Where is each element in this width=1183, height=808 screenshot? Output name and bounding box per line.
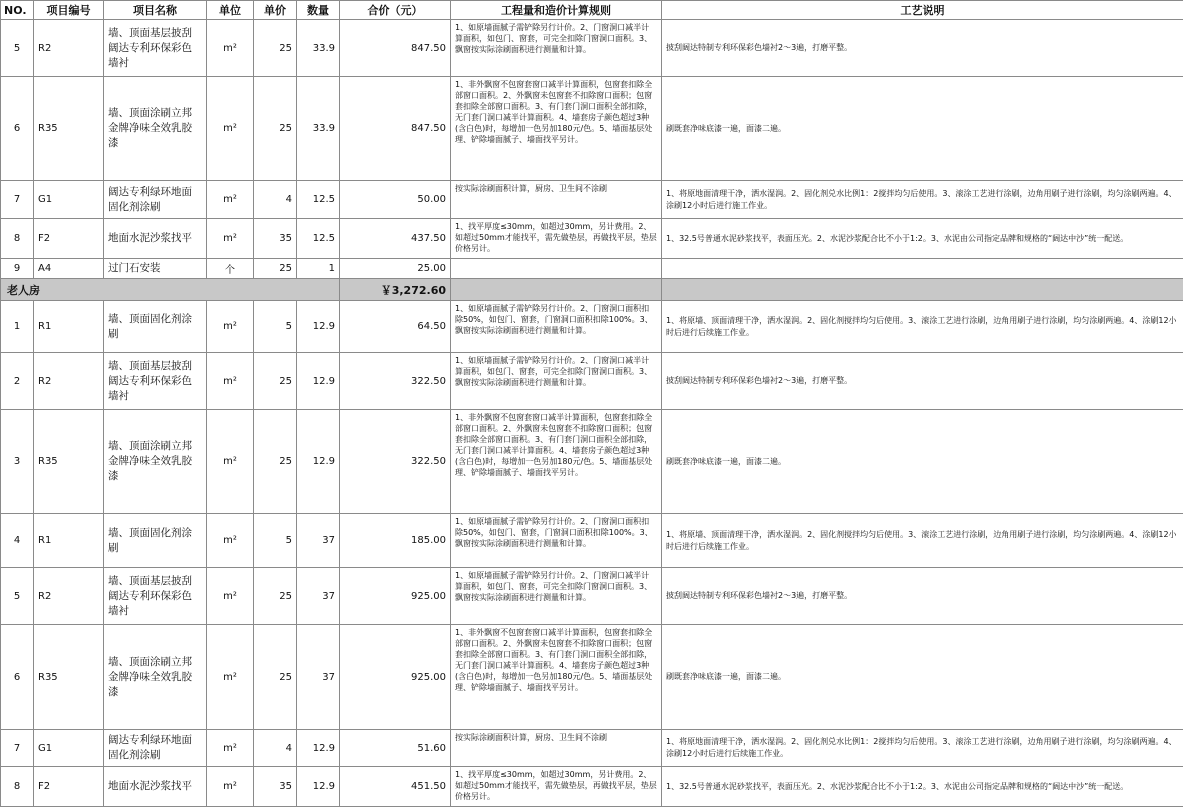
cell-code: R35 [34,77,104,181]
cell-total: 925.00 [340,625,451,730]
cell-total: 50.00 [340,181,451,219]
cell-total: 25.00 [340,259,451,279]
cell-unit: m² [207,20,254,77]
cell-price: 25 [254,77,297,181]
col-header-process: 工艺说明 [662,1,1183,20]
col-header-total: 合价（元） [340,1,451,20]
table-row [1,77,1183,181]
cell-rules: 1、如原墙面腻子需铲除另行计价。2、门窗洞口减半计算面积，如包门、窗套，可完全扣除门窗洞口面积。3、飘窗按实际涂刷面积进行测量和计算。 [451,20,662,77]
cell-name: 过门石安装 [104,259,207,279]
cell-unit: m² [207,77,254,181]
cell-qty: 1 [297,259,340,279]
cell-rules: 按实际涂刷面积计算，厨房、卫生间不涂刷 [451,181,662,219]
cell-no: 8 [1,767,34,807]
cell-price: 4 [254,730,297,767]
cell-rules: 1、如原墙面腻子需铲除另行计价。2、门窗洞口减半计算面积，如包门、窗套，可完全扣除门窗洞口面积。3、飘窗按实际涂刷面积进行测量和计算。 [451,353,662,410]
cell-no: 7 [1,730,34,767]
table-row [1,514,1183,568]
table-row [1,259,1183,279]
cell-rules: 1、找平厚度≤30mm，如超过30mm，另计费用。2、如超过50mm才能找平，需先做垫层，再做找平层，垫层价格另计。 [451,219,662,259]
cell-name: 地面水泥沙浆找平 [104,219,207,259]
cell-unit: m² [207,181,254,219]
cell-rules: 1、非外飘窗不包窗套窗口减半计算面积，包窗套扣除全部窗口面积。2、外飘窗未包窗套不扣除窗口面积；包窗套扣除全部窗口面积。3、有门套门洞口面积全部扣除，无门套门洞口减半计算面积。4、墙套房子颜色超过3种(含白色)时，每增加一色另加180元/色。5、墙面基层处理、铲除墙面腻子、墙面找平另计。 [451,410,662,514]
cell-qty: 12.9 [297,353,340,410]
cell-no: 7 [1,181,34,219]
cell-rules: 按实际涂刷面积计算，厨房、卫生间不涂刷 [451,730,662,767]
cell-process: 1、将原墙、顶面清理干净，洒水湿润。2、固化剂搅拌均匀后使用。3、滚涂工艺进行涂刷，边角用刷子进行涂刷，均匀涂刷两遍。4、涂刷12小时后进行后续施工作业。 [662,514,1183,568]
table-row [1,301,1183,353]
cell-name: 墙、顶面涂刷立邦金牌净味全效乳胶漆 [104,625,207,730]
cell-unit: m² [207,514,254,568]
cell-process: 刷既套净味底漆一遍，面漆二遍。 [662,410,1183,514]
table-row [1,625,1183,730]
cell-no: 5 [1,568,34,625]
cell-process: 1、将原地面清理干净，洒水湿润。2、固化剂兑水比例1：2搅拌均匀后使用。3、滚涂工艺进行涂刷，边角用刷子进行涂刷，均匀涂刷两遍。4、涂刷12小时后进行施工作业。 [662,181,1183,219]
cell-process: 刷既套净味底漆一遍，面漆二遍。 [662,625,1183,730]
cell-rules: 1、非外飘窗不包窗套窗口减半计算面积，包窗套扣除全部窗口面积。2、外飘窗未包窗套不扣除窗口面积；包窗套扣除全部窗口面积。3、有门套门洞口面积全部扣除，无门套门洞口减半计算面积。4、墙套房子颜色超过3种(含白色)时，每增加一色另加180元/色。5、墙面基层处理、铲除墙面腻子、墙面找平另计。 [451,625,662,730]
cell-unit: m² [207,410,254,514]
cell-total: 51.60 [340,730,451,767]
cell-process [662,259,1183,279]
section-empty-cell [451,279,662,301]
col-header-qty: 数量 [297,1,340,20]
cell-qty: 37 [297,625,340,730]
cell-qty: 12.9 [297,410,340,514]
cell-unit: m² [207,767,254,807]
cell-qty: 12.9 [297,301,340,353]
col-header-no: NO. [1,1,34,20]
cell-process: 1、将原墙、顶面清理干净，洒水湿润。2、固化剂搅拌均匀后使用。3、滚涂工艺进行涂刷，边角用刷子进行涂刷，均匀涂刷两遍。4、涂刷12小时后进行后续施工作业。 [662,301,1183,353]
cell-code: G1 [34,730,104,767]
cell-price: 25 [254,353,297,410]
cell-code: R35 [34,410,104,514]
table-row [1,219,1183,259]
cell-code: G1 [34,181,104,219]
table-row [1,353,1183,410]
cell-price: 25 [254,568,297,625]
cell-code: R1 [34,301,104,353]
header-row [1,1,1183,20]
cell-qty: 12.9 [297,767,340,807]
table-row [1,568,1183,625]
cell-no: 6 [1,625,34,730]
cell-process: 披刮阔达特制专利环保彩色墙衬2～3遍，打磨平整。 [662,568,1183,625]
cell-name: 阔达专利绿环地面固化剂涂刷 [104,181,207,219]
cell-process: 披刮阔达特制专利环保彩色墙衬2～3遍，打磨平整。 [662,353,1183,410]
cell-rules: 1、如原墙面腻子需铲除另行计价。2、门窗洞口减半计算面积，如包门、窗套，可完全扣除门窗洞口面积。3、飘窗按实际涂刷面积进行测量和计算。 [451,568,662,625]
section-empty-cell [662,279,1183,301]
cell-process: 刷既套净味底漆一遍，面漆二遍。 [662,77,1183,181]
cell-price: 5 [254,301,297,353]
cell-name: 墙、顶面基层披刮阔达专利环保彩色墙衬 [104,568,207,625]
table-row [1,410,1183,514]
col-header-unit: 单位 [207,1,254,20]
cell-unit: m² [207,568,254,625]
table-row [1,20,1183,77]
cell-price: 35 [254,767,297,807]
cell-unit: 个 [207,259,254,279]
cell-no: 6 [1,77,34,181]
cell-qty: 12.5 [297,181,340,219]
cell-code: R35 [34,625,104,730]
cell-process: 1、32.5号普通水泥砂浆找平，表面压光。2、水泥沙浆配合比不小于1:2。3、水泥由公司指定品牌和规格的“阔达中沙”统一配送。 [662,767,1183,807]
section-title: 老人房 [1,279,340,301]
cell-unit: m² [207,301,254,353]
cell-rules: 1、如原墙面腻子需铲除另行计价。2、门窗洞口面积扣除50%，如包门、窗套，门窗洞口面积扣除100%。3、飘窗按实际涂刷面积进行测量和计算。 [451,301,662,353]
cell-unit: m² [207,730,254,767]
col-header-name: 项目名称 [104,1,207,20]
cell-total: 322.50 [340,353,451,410]
cell-unit: m² [207,353,254,410]
cell-qty: 33.9 [297,20,340,77]
cell-price: 25 [254,410,297,514]
cell-code: R1 [34,514,104,568]
section-row [1,279,1183,301]
cell-code: R2 [34,568,104,625]
cell-rules: 1、如原墙面腻子需铲除另行计价。2、门窗洞口面积扣除50%，如包门、窗套，门窗洞口面积扣除100%。3、飘窗按实际涂刷面积进行测量和计算。 [451,514,662,568]
cell-price: 25 [254,259,297,279]
cell-total: 847.50 [340,77,451,181]
cell-code: A4 [34,259,104,279]
cell-code: F2 [34,767,104,807]
table-row [1,730,1183,767]
section-total: ￥3,272.60 [340,279,451,301]
cell-total: 64.50 [340,301,451,353]
cell-total: 847.50 [340,20,451,77]
col-header-code: 项目编号 [34,1,104,20]
cell-code: F2 [34,219,104,259]
cell-no: 2 [1,353,34,410]
cell-rules: 1、找平厚度≤30mm，如超过30mm，另计费用。2、如超过50mm才能找平，需先做垫层，再做找平层，垫层价格另计。 [451,767,662,807]
cell-total: 925.00 [340,568,451,625]
cell-name: 墙、顶面基层披刮阔达专利环保彩色墙衬 [104,20,207,77]
cell-qty: 37 [297,568,340,625]
cell-rules: 1、非外飘窗不包窗套窗口减半计算面积，包窗套扣除全部窗口面积。2、外飘窗未包窗套不扣除窗口面积；包窗套扣除全部窗口面积。3、有门套门洞口面积全部扣除，无门套门洞口减半计算面积。4、墙套房子颜色超过3种(含白色)时，每增加一色另加180元/色。5、墙面基层处理、铲除墙面腻子、墙面找平另计。 [451,77,662,181]
cell-name: 墙、顶面基层披刮阔达专利环保彩色墙衬 [104,353,207,410]
cell-price: 35 [254,219,297,259]
cell-name: 墙、顶面涂刷立邦金牌净味全效乳胶漆 [104,77,207,181]
cell-no: 4 [1,514,34,568]
cell-no: 5 [1,20,34,77]
cell-name: 墙、顶面涂刷立邦金牌净味全效乳胶漆 [104,410,207,514]
cell-name: 墙、顶面固化剂涂刷 [104,514,207,568]
cell-name: 墙、顶面固化剂涂刷 [104,301,207,353]
cell-qty: 37 [297,514,340,568]
col-header-price: 单价 [254,1,297,20]
cell-total: 437.50 [340,219,451,259]
cell-qty: 12.9 [297,730,340,767]
cell-qty: 12.5 [297,219,340,259]
table-row [1,181,1183,219]
cell-no: 9 [1,259,34,279]
cell-qty: 33.9 [297,77,340,181]
cell-process: 披刮阔达特制专利环保彩色墙衬2～3遍，打磨平整。 [662,20,1183,77]
cell-price: 25 [254,625,297,730]
cell-no: 3 [1,410,34,514]
cell-price: 25 [254,20,297,77]
table-row [1,767,1183,807]
cell-unit: m² [207,625,254,730]
cell-no: 8 [1,219,34,259]
cell-code: R2 [34,353,104,410]
cell-unit: m² [207,219,254,259]
cell-total: 322.50 [340,410,451,514]
cell-total: 185.00 [340,514,451,568]
cell-no: 1 [1,301,34,353]
cell-total: 451.50 [340,767,451,807]
cell-name: 地面水泥沙浆找平 [104,767,207,807]
cell-process: 1、将原地面清理干净，洒水湿润。2、固化剂兑水比例1：2搅拌均匀后使用。3、滚涂工艺进行涂刷，边角用刷子进行涂刷，均匀涂刷两遍。4、涂刷12小时后进行后续施工作业。 [662,730,1183,767]
cell-code: R2 [34,20,104,77]
cell-process: 1、32.5号普通水泥砂浆找平，表面压光。2、水泥沙浆配合比不小于1:2。3、水泥由公司指定品牌和规格的“阔达中沙”统一配送。 [662,219,1183,259]
cell-name: 阔达专利绿环地面固化剂涂刷 [104,730,207,767]
cell-price: 4 [254,181,297,219]
cell-price: 5 [254,514,297,568]
col-header-rules: 工程量和造价计算规则 [451,1,662,20]
cell-rules [451,259,662,279]
